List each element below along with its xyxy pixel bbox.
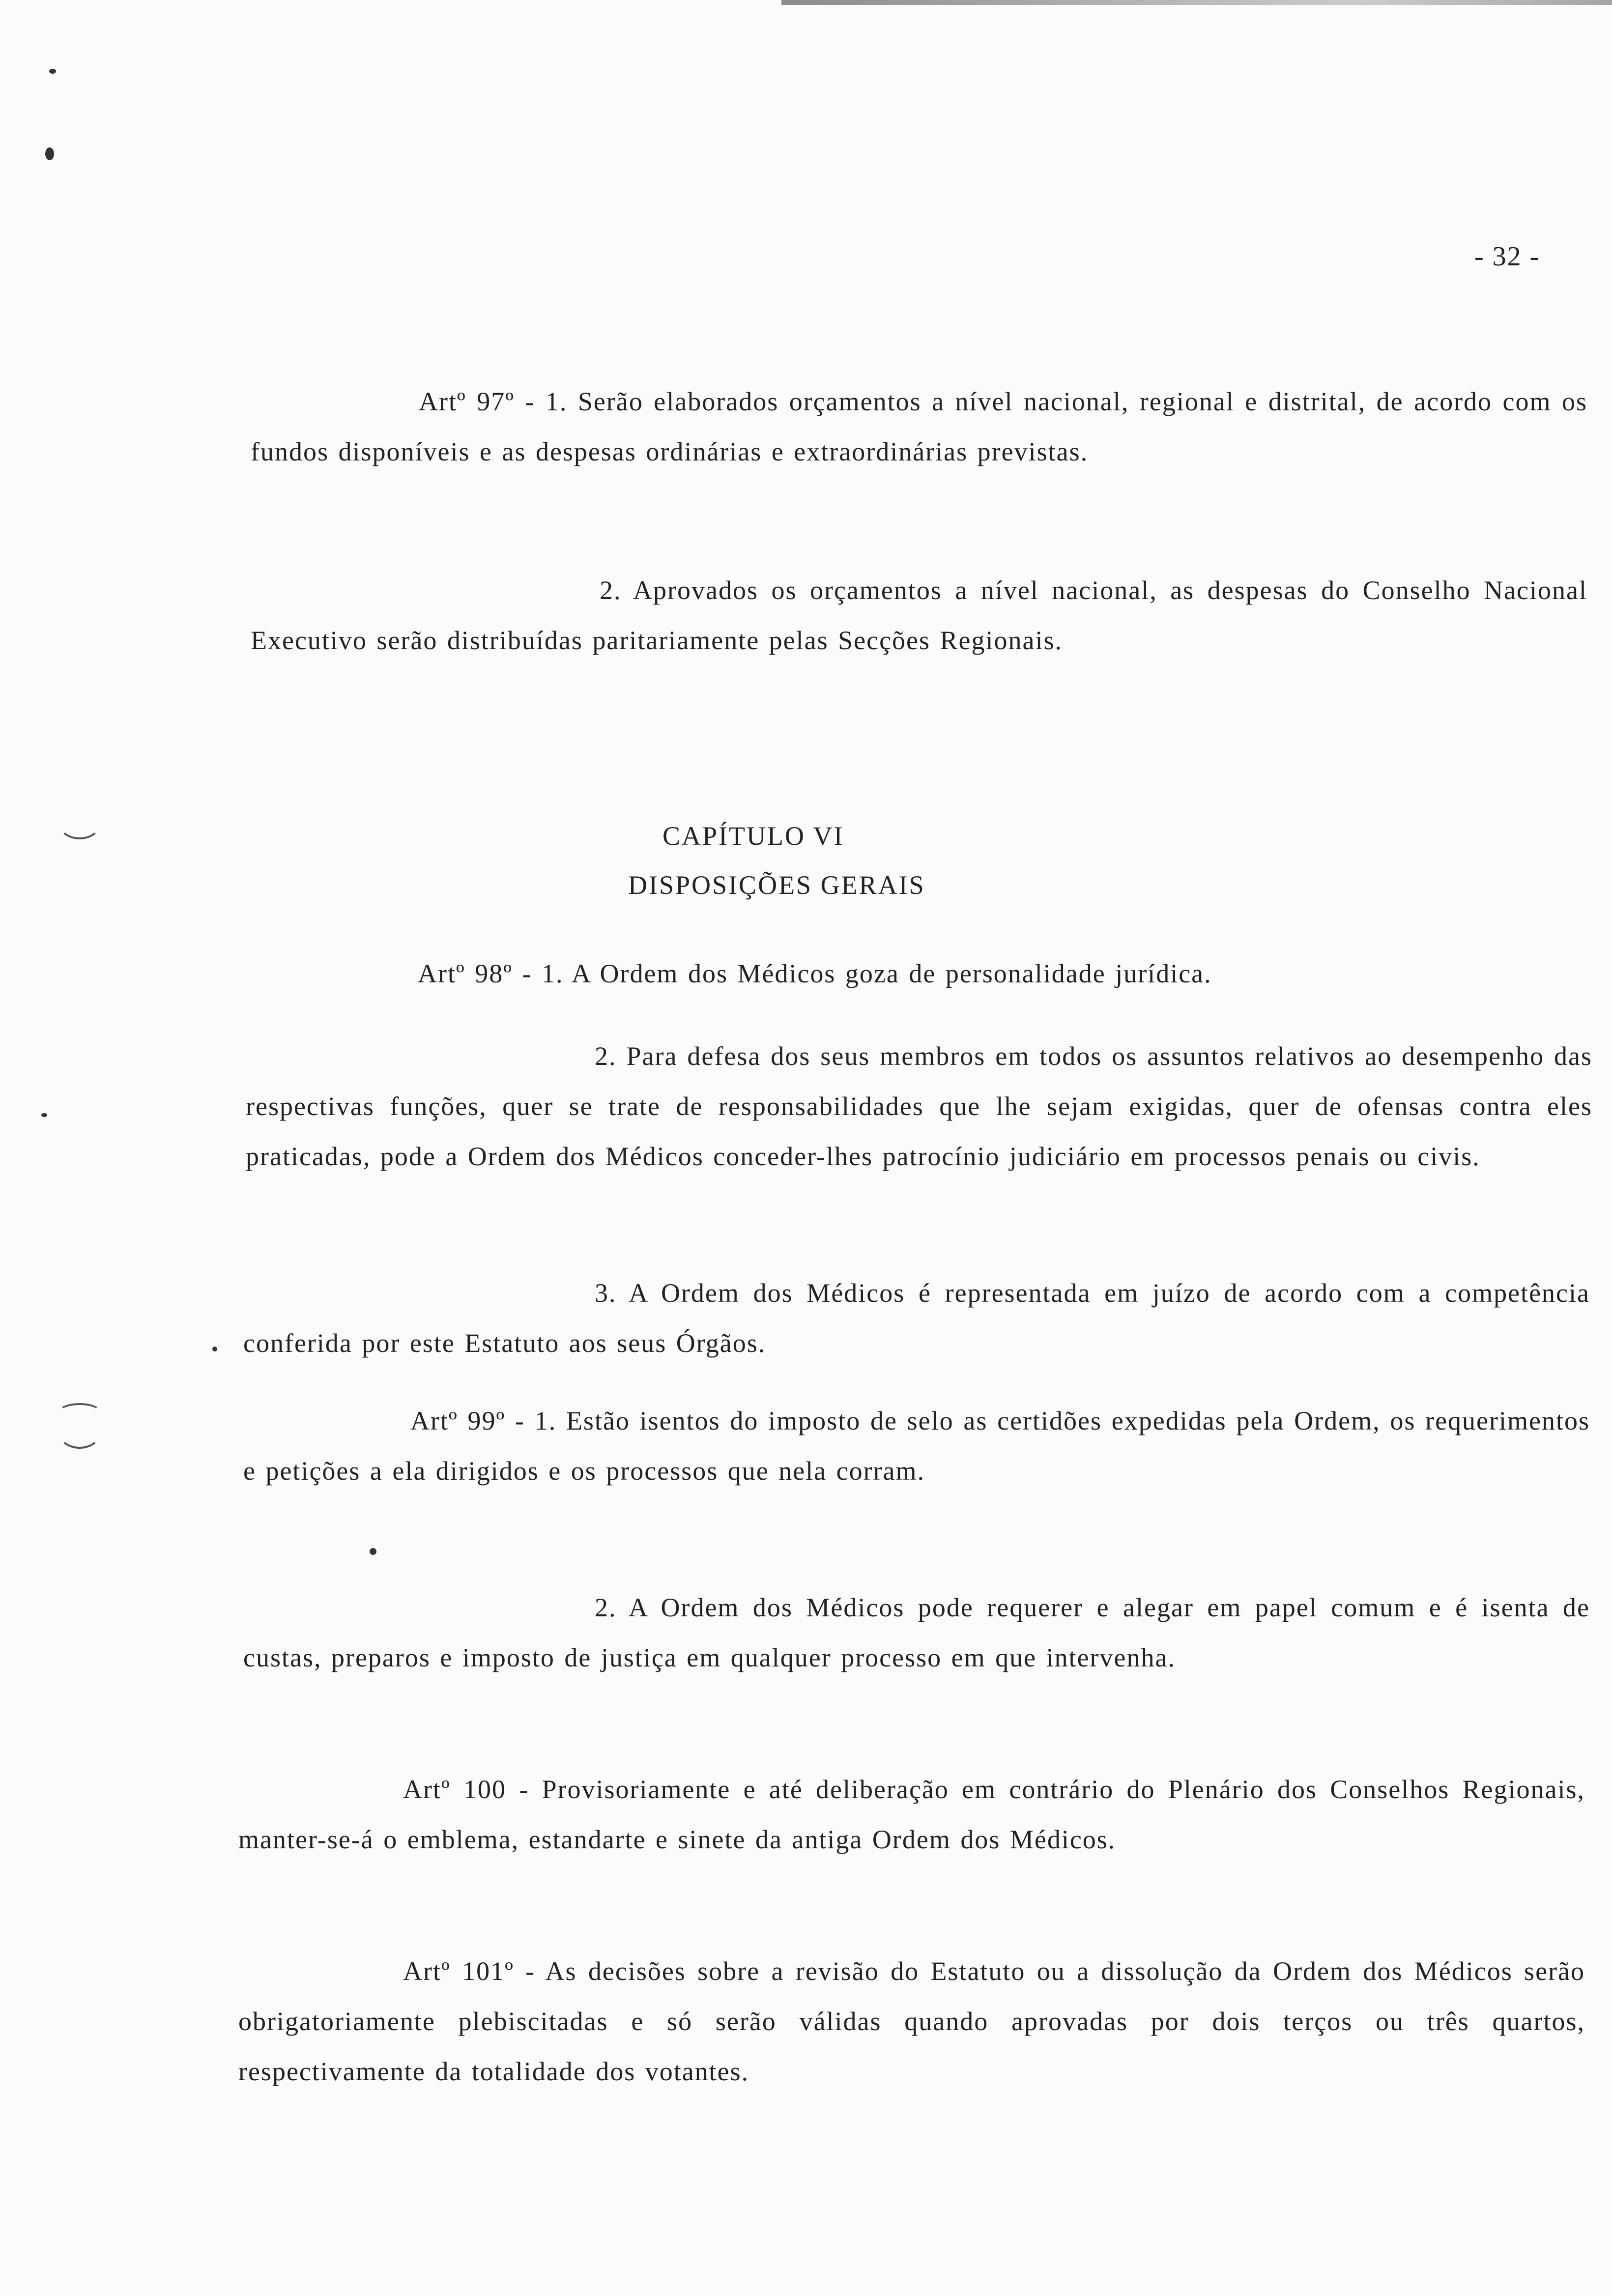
binder-ring-mark xyxy=(58,806,101,839)
chapter-title: DISPOSIÇÕES GERAIS xyxy=(628,870,925,900)
article-97-paragraph-2: 2. Aprovados os orçamentos a nível nacional, as despesas do Conselho Nacional Executivo serão distribuídas paritariamente pelas Secções Regionais. xyxy=(251,575,1587,655)
chapter-number: CAPÍTULO VI xyxy=(662,821,844,851)
page-number: - 32 - xyxy=(1474,241,1540,272)
punch-mark xyxy=(45,147,54,160)
article-98-paragraph-1: Artº 98º - 1. A Ordem dos Médicos goza de personalidade jurídica. xyxy=(418,959,1212,988)
binder-ring-mark xyxy=(58,1415,101,1449)
ink-dot xyxy=(41,1113,47,1117)
article-98-paragraph-3: 3. A Ordem dos Médicos é representada em juízo de acordo com a competência conferida por este Estatuto aos seus Órgãos. xyxy=(243,1278,1590,1358)
article-98-paragraph-2: 2. Para defesa dos seus membros em todos os assuntos relativos ao desempenho das respectivas funções, quer se trate de responsabilidades que lhe sejam exigidas, quer de ofensas contra eles praticadas, pode a Ordem dos Médicos conceder-lhes patrocínio judiciário em processos penais ou civis. xyxy=(246,1041,1592,1171)
article-99-paragraph-1: Artº 99º - 1. Estão isentos do imposto de selo as certidões expedidas pela Ordem, os requerimentos e petições a ela dirigidos e os processos que nela corram. xyxy=(243,1406,1590,1486)
article-97-paragraph-1: Artº 97º - 1. Serão elaborados orçamentos a nível nacional, regional e distrital, de acordo com os fundos disponíveis e as despesas ordinárias e extraordinárias previstas. xyxy=(251,387,1587,466)
ink-dot xyxy=(370,1548,376,1555)
article-99-paragraph-2: 2. A Ordem dos Médicos pode requerer e alegar em papel comum e é isenta de custas, preparos e imposto de justiça em qualquer processo em que intervenha. xyxy=(243,1593,1590,1672)
ink-dot xyxy=(212,1347,217,1351)
article-100: Artº 100 - Provisoriamente e até deliberação em contrário do Plenário dos Conselhos Regionais, manter-se-á o emblema, estandarte e sinete da antiga Ordem dos Médicos. xyxy=(238,1775,1585,1854)
scan-top-edge-line xyxy=(781,0,1612,5)
article-101: Artº 101º - As decisões sobre a revisão do Estatuto ou a dissolução da Ordem dos Médicos serão obrigatoriamente plebiscitadas e só serão válidas quando aprovadas por dois terços ou três quartos, respectivamente da totalidade dos votantes. xyxy=(238,1956,1585,2086)
punch-mark xyxy=(49,69,56,74)
